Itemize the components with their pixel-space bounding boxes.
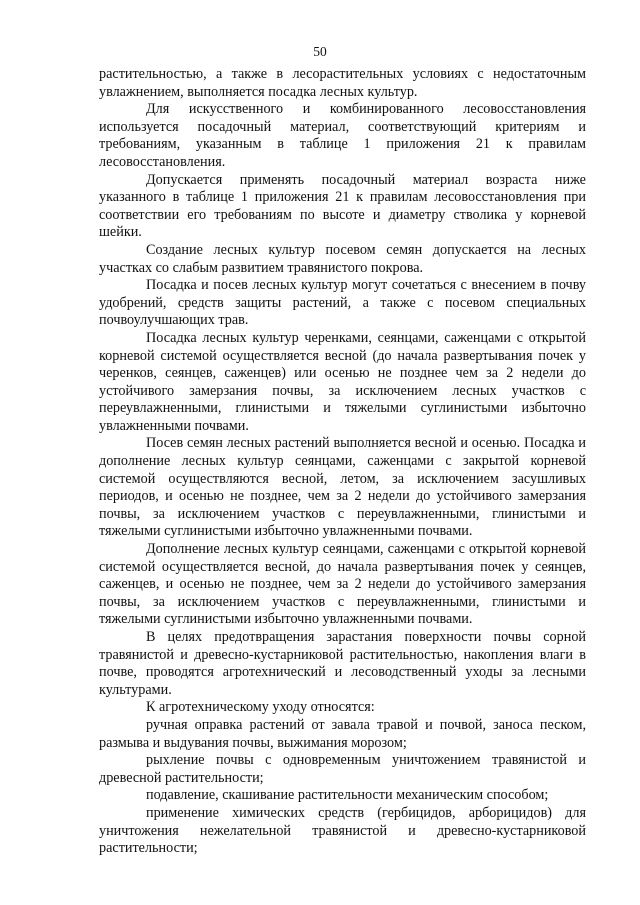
paragraph-younger-material: Допускается применять посадочный материал возраста ниже указанного в таблице 1 приложения 21 к правилам лесовосстановления при соответствии его требованиям по высоте и диаметру стволика у корневой шейки. <box>99 171 586 241</box>
paragraph-fertilizers: Посадка и посев лесных культур могут сочетаться с внесением в почву удобрений, средств защиты растений, а также с посевом специальных почвоулучшающих трав. <box>99 277 586 329</box>
paragraph-open-root-addition: Дополнение лесных культур сеянцами, саженцами с открытой корневой системой осуществляется весной, до начала развертывания почек у сеянцев, саженцев, и осенью не позднее, чем за 2 недели до устойчивого замерзания почвы, за исключением участков с переувлажненными, глинистыми и тяжелыми суглинистыми избыточно увлажненными почвами. <box>99 541 586 628</box>
paragraph-seed-sowing: Создание лесных культур посевом семян допускается на лесных участках со слабым развитием травянистого покрова. <box>99 241 586 276</box>
document-body <box>99 66 586 858</box>
list-item-manual-correction: ручная оправка растений от завала травой и почвой, заноса песком, размыва и выдувания почвы, выжимания морозом; <box>99 716 586 751</box>
paragraph-continuation: растительностью, а также в лесорастительных условиях с недостаточным увлажнением, выполняется посадка лесных культур. <box>99 66 586 100</box>
paragraph-agrotechnical-care: К агротехническому уходу относятся: <box>146 699 375 716</box>
paragraph-closed-root-planting: Посев семян лесных растений выполняется весной и осенью. Посадка и дополнение лесных культур сеянцами, саженцами с закрытой корневой системой осуществляются весной, летом, за исключением засушливых периодов, и осенью не позднее, чем за 2 недели до устойчивого замерзания почвы, за исключением участков с переувлажненными, глинистыми и тяжелыми суглинистыми избыточно увлажненными почвами. <box>99 435 586 540</box>
paragraph-care-purpose: В целях предотвращения зарастания поверхности почвы сорной травянистой и древесно-кустарниковой растительностью, накопления влаги в почве, проводятся агротехнический и лесоводственный уходы за лесными культурами. <box>99 629 586 698</box>
list-item-mowing: подавление, скашивание растительности механическим способом; <box>146 787 549 804</box>
list-item-soil-loosening: рыхление почвы с одновременным уничтожением травянистой и древесной растительности; <box>99 752 586 786</box>
paragraph-open-root-planting: Посадка лесных культур черенками, сеянцами, саженцами с открытой корневой системой осуществляется весной (до начала развертывания почек у черенков, сеянцев, саженцев) или осенью не позднее чем за 2 недели до устойчивого замерзания почвы, за исключением лесных участков с переувлажненными, глинистыми и тяжелыми суглинистыми избыточно увлажненными почвами. <box>99 329 586 434</box>
page-number: 50 <box>313 44 327 59</box>
list-item-chemicals: применение химических средств (гербицидов, арборицидов) для уничтожения нежелательной травянистой и древесно-кустарниковой растительности; <box>99 804 586 857</box>
paragraph-planting-material: Для искусственного и комбинированного лесовосстановления используется посадочный материал, соответствующий критериям и требованиям, указанным в таблице 1 приложения 21 к правилам лесовосстановления. <box>99 101 586 170</box>
